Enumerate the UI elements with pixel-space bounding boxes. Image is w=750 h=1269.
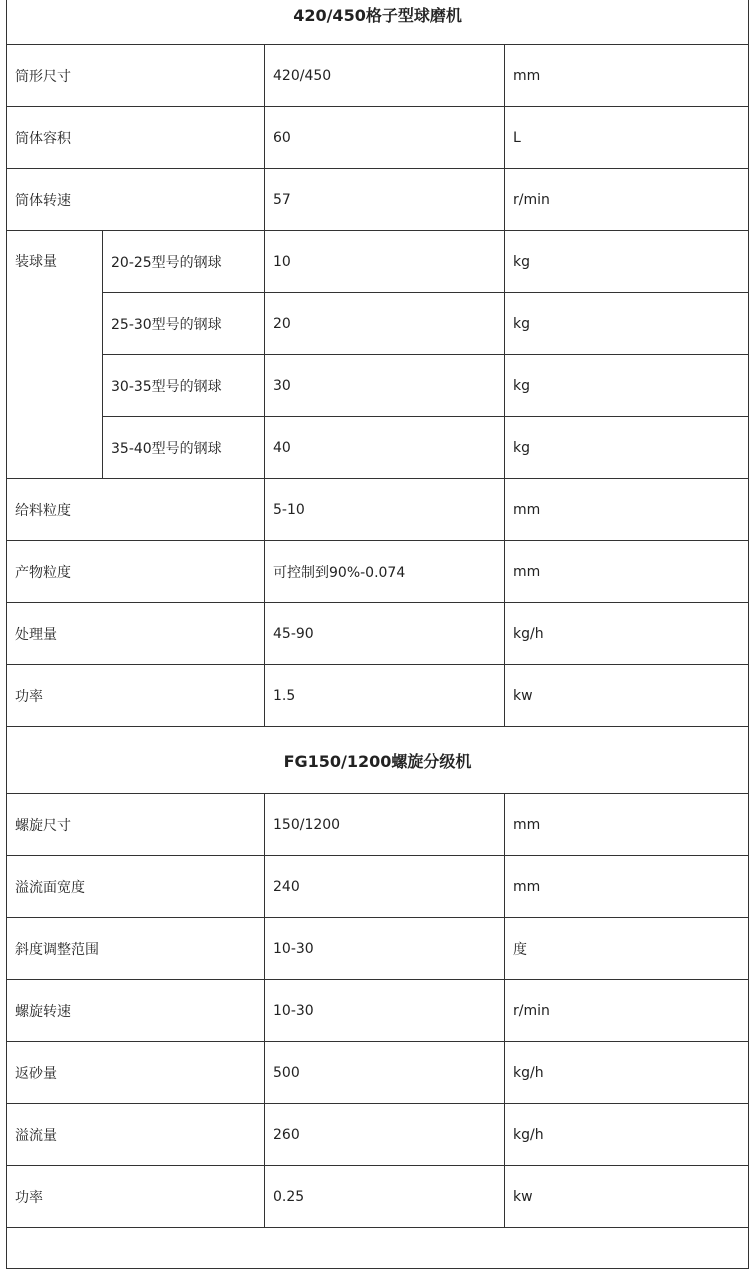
table-row [7, 1104, 749, 1166]
row-unit: kg/h [505, 603, 749, 665]
row-label: 功率 [7, 1166, 265, 1228]
row-label: 螺旋转速 [7, 980, 265, 1042]
row-label: 给料粒度 [7, 479, 265, 541]
table-row [7, 727, 749, 794]
row-label: 筒体转速 [7, 169, 265, 231]
row-value: 60 [265, 107, 505, 169]
ball-type: 35-40型号的钢球 [103, 417, 265, 479]
ball-type: 20-25型号的钢球 [103, 231, 265, 293]
table-row [7, 479, 749, 541]
ball-type: 25-30型号的钢球 [103, 293, 265, 355]
row-value: 240 [265, 856, 505, 918]
row-value: 20 [265, 293, 505, 355]
row-value: 150/1200 [265, 794, 505, 856]
table-row [7, 0, 749, 45]
table-row [7, 417, 749, 479]
row-value: 5-10 [265, 479, 505, 541]
row-value: 可控制到90%-0.074 [265, 541, 505, 603]
row-value: 30 [265, 355, 505, 417]
row-label: 筒体容积 [7, 107, 265, 169]
row-unit: kg [505, 355, 749, 417]
row-label: 功率 [7, 665, 265, 727]
section-title-classifier: FG150/1200螺旋分级机 [7, 727, 749, 794]
table-row [7, 541, 749, 603]
spec-table [6, 0, 749, 1269]
table-row [7, 603, 749, 665]
row-unit: mm [505, 856, 749, 918]
row-value: 420/450 [265, 45, 505, 107]
row-unit: L [505, 107, 749, 169]
row-unit: mm [505, 45, 749, 107]
row-unit: mm [505, 479, 749, 541]
row-label: 溢流面宽度 [7, 856, 265, 918]
table-row [7, 45, 749, 107]
table-row [7, 1042, 749, 1104]
row-unit: 度 [505, 918, 749, 980]
row-unit: mm [505, 794, 749, 856]
row-unit: kg [505, 417, 749, 479]
section-title-ball-mill: 420/450格子型球磨机 [7, 0, 749, 45]
row-value: 57 [265, 169, 505, 231]
row-value: 10 [265, 231, 505, 293]
table-row [7, 856, 749, 918]
row-unit: kg/h [505, 1042, 749, 1104]
row-value: 260 [265, 1104, 505, 1166]
row-label: 螺旋尺寸 [7, 794, 265, 856]
table-row [7, 169, 749, 231]
row-value: 1.5 [265, 665, 505, 727]
table-row [7, 794, 749, 856]
row-label: 筒形尺寸 [7, 45, 265, 107]
row-value: 45-90 [265, 603, 505, 665]
table-row [7, 293, 749, 355]
row-value: 10-30 [265, 918, 505, 980]
table-row [7, 918, 749, 980]
empty-cell [7, 1228, 749, 1269]
row-unit: r/min [505, 169, 749, 231]
row-label: 返砂量 [7, 1042, 265, 1104]
table-row [7, 107, 749, 169]
ball-type: 30-35型号的钢球 [103, 355, 265, 417]
row-label: 处理量 [7, 603, 265, 665]
table-row [7, 231, 749, 293]
row-value: 10-30 [265, 980, 505, 1042]
table-row [7, 1166, 749, 1228]
table-row [7, 980, 749, 1042]
table-row [7, 355, 749, 417]
row-label: 溢流量 [7, 1104, 265, 1166]
row-unit: mm [505, 541, 749, 603]
row-unit: kg [505, 231, 749, 293]
row-unit: kg [505, 293, 749, 355]
row-unit: kw [505, 1166, 749, 1228]
row-value: 500 [265, 1042, 505, 1104]
row-unit: kg/h [505, 1104, 749, 1166]
row-label: 斜度调整范围 [7, 918, 265, 980]
table-row-empty [7, 1228, 749, 1269]
row-value: 0.25 [265, 1166, 505, 1228]
row-label-ball-load: 装球量 [7, 231, 103, 479]
row-value: 40 [265, 417, 505, 479]
table-row [7, 665, 749, 727]
row-unit: r/min [505, 980, 749, 1042]
row-label: 产物粒度 [7, 541, 265, 603]
row-unit: kw [505, 665, 749, 727]
